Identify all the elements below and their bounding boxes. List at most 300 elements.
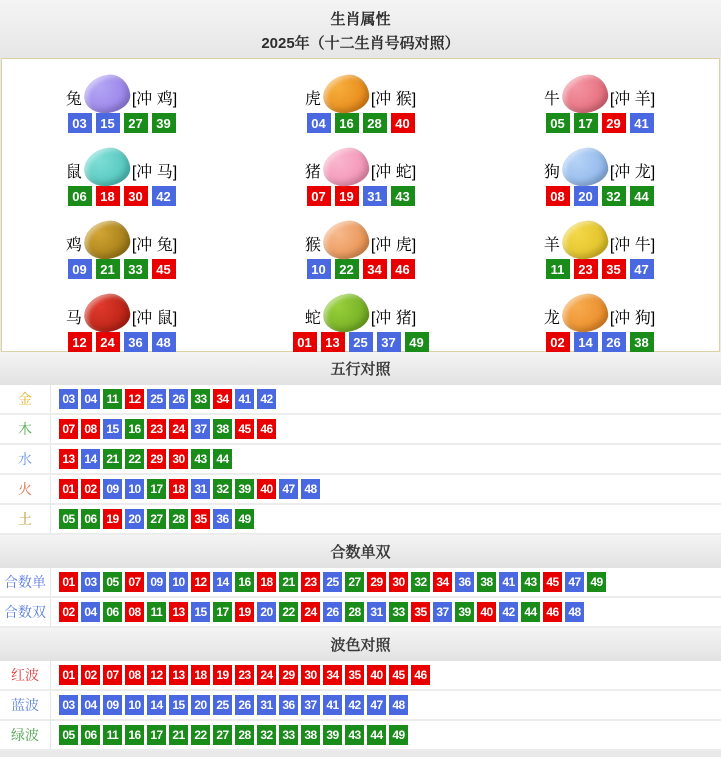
row-label-wood: 木 — [0, 415, 51, 443]
number-ball-21: 21 — [103, 449, 122, 469]
zodiac-name: 狗 — [543, 164, 560, 181]
number-ball-37: 37 — [377, 332, 401, 352]
row-water — [0, 445, 721, 475]
number-ball-20: 20 — [125, 509, 144, 529]
number-ball-47: 47 — [565, 572, 584, 592]
zodiac-clash-label: [冲 兔] — [131, 237, 178, 254]
number-ball-41: 41 — [630, 113, 654, 133]
number-ball-21: 21 — [169, 725, 188, 745]
number-ball-25: 25 — [349, 332, 373, 352]
number-ball-13: 13 — [169, 665, 188, 685]
zodiac-cell-rabbit — [2, 62, 241, 135]
row-sum-even — [0, 598, 721, 628]
number-ball-11: 11 — [103, 389, 122, 409]
zodiac-title-line — [305, 221, 416, 256]
number-ball-44: 44 — [213, 449, 232, 469]
number-ball-32: 32 — [213, 479, 232, 499]
number-ball-28: 28 — [169, 509, 188, 529]
number-ball-40: 40 — [257, 479, 276, 499]
number-ball-29: 29 — [279, 665, 298, 685]
number-ball-14: 14 — [147, 695, 166, 715]
number-ball-16: 16 — [125, 419, 144, 439]
zodiac-title-line — [66, 75, 177, 110]
number-ball-06: 06 — [81, 725, 100, 745]
row-label-blue-wave: 蓝波 — [0, 691, 51, 719]
number-ball-16: 16 — [335, 113, 359, 133]
number-ball-07: 07 — [125, 572, 144, 592]
number-ball-27: 27 — [213, 725, 232, 745]
zodiac-numbers — [546, 259, 654, 279]
number-ball-40: 40 — [391, 113, 415, 133]
number-ball-28: 28 — [363, 113, 387, 133]
number-ball-06: 06 — [81, 509, 100, 529]
number-ball-34: 34 — [323, 665, 342, 685]
number-ball-03: 03 — [59, 695, 78, 715]
number-ball-46: 46 — [257, 419, 276, 439]
zodiac-cell-monkey — [241, 208, 480, 281]
number-ball-08: 08 — [125, 602, 144, 622]
number-ball-18: 18 — [169, 479, 188, 499]
number-ball-01: 01 — [59, 479, 78, 499]
zodiac-name: 蛇 — [304, 310, 321, 327]
number-ball-42: 42 — [499, 602, 518, 622]
dragon-icon — [560, 291, 610, 334]
zodiac-clash-label: [冲 鸡] — [131, 91, 178, 108]
number-ball-02: 02 — [59, 602, 78, 622]
number-ball-22: 22 — [191, 725, 210, 745]
pig-icon — [321, 145, 371, 188]
zodiac-name: 龙 — [543, 310, 560, 327]
number-ball-02: 02 — [546, 332, 570, 352]
row-numbers-blue-wave — [51, 691, 408, 719]
number-ball-33: 33 — [389, 602, 408, 622]
number-ball-25: 25 — [147, 389, 166, 409]
number-ball-23: 23 — [147, 419, 166, 439]
monkey-icon — [321, 218, 371, 261]
number-ball-15: 15 — [191, 602, 210, 622]
row-gold — [0, 385, 721, 415]
row-label-gold: 金 — [0, 385, 51, 413]
number-ball-28: 28 — [345, 602, 364, 622]
number-ball-15: 15 — [169, 695, 188, 715]
zodiac-cell-tiger — [241, 62, 480, 135]
snake-icon — [321, 291, 371, 334]
number-ball-34: 34 — [433, 572, 452, 592]
number-ball-39: 39 — [152, 113, 176, 133]
zodiac-cell-pig — [241, 135, 480, 208]
number-ball-37: 37 — [301, 695, 320, 715]
zodiac-numbers — [68, 186, 176, 206]
zodiac-name: 羊 — [543, 237, 560, 254]
row-label-sum-even: 合数双 — [0, 598, 51, 626]
number-ball-04: 04 — [81, 695, 100, 715]
zodiac-cell-rat — [2, 135, 241, 208]
page-subtitle: 2025年（十二生肖号码对照） — [261, 35, 460, 52]
zodiac-clash-label: [冲 龙] — [609, 164, 656, 181]
number-ball-06: 06 — [68, 186, 92, 206]
number-ball-37: 37 — [191, 419, 210, 439]
number-ball-44: 44 — [367, 725, 386, 745]
zodiac-clash-label: [冲 虎] — [370, 237, 417, 254]
zodiac-clash-label: [冲 猴] — [370, 91, 417, 108]
number-ball-10: 10 — [125, 479, 144, 499]
number-ball-18: 18 — [191, 665, 210, 685]
zodiac-clash-label: [冲 马] — [131, 164, 178, 181]
row-wood — [0, 415, 721, 445]
number-ball-12: 12 — [68, 332, 92, 352]
number-ball-07: 07 — [59, 419, 78, 439]
zodiac-numbers — [307, 186, 415, 206]
number-ball-09: 09 — [103, 695, 122, 715]
number-ball-12: 12 — [147, 665, 166, 685]
number-ball-21: 21 — [96, 259, 120, 279]
number-ball-16: 16 — [125, 725, 144, 745]
rooster-icon — [82, 218, 132, 261]
number-ball-04: 04 — [81, 389, 100, 409]
rabbit-icon — [82, 72, 132, 115]
number-ball-33: 33 — [279, 725, 298, 745]
number-ball-11: 11 — [546, 259, 570, 279]
row-numbers-earth — [51, 505, 254, 533]
section-header-wave — [0, 628, 721, 661]
number-ball-36: 36 — [455, 572, 474, 592]
number-ball-26: 26 — [323, 602, 342, 622]
number-ball-29: 29 — [602, 113, 626, 133]
number-ball-09: 09 — [103, 479, 122, 499]
row-label-red-wave: 红波 — [0, 661, 51, 689]
page-header — [0, 0, 721, 58]
number-ball-23: 23 — [574, 259, 598, 279]
zodiac-title-line — [305, 75, 416, 110]
number-ball-41: 41 — [323, 695, 342, 715]
row-numbers-wood — [51, 415, 276, 443]
number-ball-32: 32 — [257, 725, 276, 745]
zodiac-cell-goat — [480, 208, 719, 281]
number-ball-45: 45 — [235, 419, 254, 439]
number-ball-04: 04 — [307, 113, 331, 133]
number-ball-38: 38 — [477, 572, 496, 592]
zodiac-title-line — [544, 294, 655, 329]
number-ball-42: 42 — [345, 695, 364, 715]
number-ball-41: 41 — [235, 389, 254, 409]
number-ball-01: 01 — [293, 332, 317, 352]
number-ball-03: 03 — [81, 572, 100, 592]
number-ball-27: 27 — [345, 572, 364, 592]
number-ball-35: 35 — [345, 665, 364, 685]
number-ball-43: 43 — [391, 186, 415, 206]
row-label-sum-odd: 合数单 — [0, 568, 51, 596]
number-ball-09: 09 — [68, 259, 92, 279]
section-title: 五行对照 — [330, 361, 391, 378]
number-ball-44: 44 — [521, 602, 540, 622]
section-title: 合数单双 — [330, 544, 391, 561]
zodiac-clash-label: [冲 蛇] — [370, 164, 417, 181]
number-ball-34: 34 — [213, 389, 232, 409]
zodiac-name: 兔 — [65, 91, 82, 108]
number-ball-39: 39 — [323, 725, 342, 745]
zodiac-name: 猴 — [304, 237, 321, 254]
number-ball-46: 46 — [391, 259, 415, 279]
number-ball-40: 40 — [367, 665, 386, 685]
row-green-wave — [0, 721, 721, 751]
row-numbers-red-wave — [51, 661, 430, 689]
number-ball-38: 38 — [213, 419, 232, 439]
number-ball-13: 13 — [321, 332, 345, 352]
number-ball-47: 47 — [367, 695, 386, 715]
zodiac-title-line — [66, 148, 177, 183]
number-ball-17: 17 — [147, 725, 166, 745]
row-numbers-sum-even — [51, 598, 584, 626]
zodiac-numbers — [293, 332, 429, 352]
zodiac-cell-dragon — [480, 281, 719, 354]
number-ball-46: 46 — [411, 665, 430, 685]
number-ball-45: 45 — [152, 259, 176, 279]
number-ball-36: 36 — [279, 695, 298, 715]
number-ball-48: 48 — [301, 479, 320, 499]
row-numbers-sum-odd — [51, 568, 606, 596]
number-ball-26: 26 — [235, 695, 254, 715]
zodiac-numbers — [68, 259, 176, 279]
zodiac-clash-label: [冲 牛] — [609, 237, 656, 254]
number-ball-03: 03 — [68, 113, 92, 133]
zodiac-numbers — [546, 186, 654, 206]
number-ball-14: 14 — [213, 572, 232, 592]
number-ball-22: 22 — [335, 259, 359, 279]
number-ball-10: 10 — [169, 572, 188, 592]
row-numbers-gold — [51, 385, 276, 413]
number-ball-08: 08 — [125, 665, 144, 685]
attribute-sections — [0, 352, 721, 751]
number-ball-05: 05 — [546, 113, 570, 133]
number-ball-42: 42 — [257, 389, 276, 409]
number-ball-14: 14 — [574, 332, 598, 352]
zodiac-title-line — [544, 75, 655, 110]
number-ball-45: 45 — [389, 665, 408, 685]
zodiac-grid — [1, 58, 720, 352]
number-ball-26: 26 — [169, 389, 188, 409]
number-ball-46: 46 — [543, 602, 562, 622]
number-ball-43: 43 — [345, 725, 364, 745]
zodiac-name: 牛 — [543, 91, 560, 108]
number-ball-26: 26 — [602, 332, 626, 352]
number-ball-10: 10 — [307, 259, 331, 279]
zodiac-clash-label: [冲 狗] — [609, 310, 656, 327]
number-ball-18: 18 — [257, 572, 276, 592]
number-ball-28: 28 — [235, 725, 254, 745]
number-ball-43: 43 — [191, 449, 210, 469]
number-ball-22: 22 — [125, 449, 144, 469]
number-ball-38: 38 — [630, 332, 654, 352]
row-numbers-green-wave — [51, 721, 408, 749]
number-ball-08: 08 — [81, 419, 100, 439]
number-ball-31: 31 — [367, 602, 386, 622]
number-ball-20: 20 — [191, 695, 210, 715]
zodiac-numbers — [307, 259, 415, 279]
number-ball-15: 15 — [96, 113, 120, 133]
number-ball-43: 43 — [521, 572, 540, 592]
number-ball-24: 24 — [96, 332, 120, 352]
number-ball-05: 05 — [59, 509, 78, 529]
zodiac-name: 鸡 — [65, 237, 82, 254]
row-earth — [0, 505, 721, 535]
zodiac-numbers — [546, 113, 654, 133]
number-ball-17: 17 — [147, 479, 166, 499]
number-ball-39: 39 — [455, 602, 474, 622]
number-ball-12: 12 — [191, 572, 210, 592]
number-ball-41: 41 — [499, 572, 518, 592]
number-ball-36: 36 — [124, 332, 148, 352]
number-ball-30: 30 — [389, 572, 408, 592]
number-ball-23: 23 — [301, 572, 320, 592]
zodiac-cell-horse — [2, 281, 241, 354]
number-ball-27: 27 — [147, 509, 166, 529]
zodiac-name: 虎 — [304, 91, 321, 108]
number-ball-27: 27 — [124, 113, 148, 133]
number-ball-21: 21 — [279, 572, 298, 592]
number-ball-49: 49 — [389, 725, 408, 745]
number-ball-07: 07 — [103, 665, 122, 685]
number-ball-17: 17 — [213, 602, 232, 622]
number-ball-04: 04 — [81, 602, 100, 622]
number-ball-29: 29 — [147, 449, 166, 469]
page-title: 生肖属性 — [330, 11, 391, 28]
number-ball-37: 37 — [433, 602, 452, 622]
number-ball-08: 08 — [546, 186, 570, 206]
number-ball-05: 05 — [103, 572, 122, 592]
number-ball-18: 18 — [96, 186, 120, 206]
number-ball-48: 48 — [152, 332, 176, 352]
row-label-water: 水 — [0, 445, 51, 473]
horse-icon — [82, 291, 132, 334]
row-blue-wave — [0, 691, 721, 721]
number-ball-42: 42 — [152, 186, 176, 206]
number-ball-20: 20 — [257, 602, 276, 622]
number-ball-02: 02 — [81, 479, 100, 499]
number-ball-25: 25 — [213, 695, 232, 715]
zodiac-title-line — [544, 148, 655, 183]
row-numbers-water — [51, 445, 232, 473]
number-ball-19: 19 — [103, 509, 122, 529]
zodiac-name: 鼠 — [65, 164, 82, 181]
number-ball-11: 11 — [103, 725, 122, 745]
number-ball-19: 19 — [213, 665, 232, 685]
number-ball-24: 24 — [301, 602, 320, 622]
section-header-hesum — [0, 535, 721, 568]
row-red-wave — [0, 661, 721, 691]
zodiac-cell-dog — [480, 135, 719, 208]
number-ball-15: 15 — [103, 419, 122, 439]
zodiac-clash-label: [冲 羊] — [609, 91, 656, 108]
number-ball-17: 17 — [574, 113, 598, 133]
number-ball-33: 33 — [191, 389, 210, 409]
goat-icon — [560, 218, 610, 261]
number-ball-36: 36 — [213, 509, 232, 529]
row-label-earth: 土 — [0, 505, 51, 533]
row-label-green-wave: 绿波 — [0, 721, 51, 749]
number-ball-35: 35 — [191, 509, 210, 529]
number-ball-29: 29 — [367, 572, 386, 592]
number-ball-09: 09 — [147, 572, 166, 592]
number-ball-32: 32 — [602, 186, 626, 206]
number-ball-13: 13 — [59, 449, 78, 469]
number-ball-49: 49 — [405, 332, 429, 352]
number-ball-05: 05 — [59, 725, 78, 745]
number-ball-47: 47 — [279, 479, 298, 499]
zodiac-numbers — [68, 332, 176, 352]
number-ball-48: 48 — [389, 695, 408, 715]
zodiac-title-line — [544, 221, 655, 256]
number-ball-31: 31 — [191, 479, 210, 499]
row-numbers-fire — [51, 475, 320, 503]
ox-icon — [560, 72, 610, 115]
number-ball-13: 13 — [169, 602, 188, 622]
zodiac-numbers — [546, 332, 654, 352]
number-ball-38: 38 — [301, 725, 320, 745]
number-ball-44: 44 — [630, 186, 654, 206]
number-ball-47: 47 — [630, 259, 654, 279]
number-ball-20: 20 — [574, 186, 598, 206]
number-ball-14: 14 — [81, 449, 100, 469]
zodiac-clash-label: [冲 鼠] — [131, 310, 178, 327]
number-ball-12: 12 — [125, 389, 144, 409]
number-ball-30: 30 — [301, 665, 320, 685]
number-ball-11: 11 — [147, 602, 166, 622]
section-header-wuxing — [0, 352, 721, 385]
tiger-icon — [321, 72, 371, 115]
zodiac-title-line — [305, 294, 416, 329]
number-ball-25: 25 — [323, 572, 342, 592]
number-ball-02: 02 — [81, 665, 100, 685]
row-label-fire: 火 — [0, 475, 51, 503]
number-ball-01: 01 — [59, 665, 78, 685]
zodiac-numbers — [68, 113, 176, 133]
number-ball-10: 10 — [125, 695, 144, 715]
number-ball-35: 35 — [602, 259, 626, 279]
row-fire — [0, 475, 721, 505]
zodiac-name: 猪 — [304, 164, 321, 181]
number-ball-19: 19 — [235, 602, 254, 622]
zodiac-title-line — [305, 148, 416, 183]
number-ball-39: 39 — [235, 479, 254, 499]
zodiac-name: 马 — [65, 310, 82, 327]
number-ball-31: 31 — [257, 695, 276, 715]
number-ball-19: 19 — [335, 186, 359, 206]
row-sum-odd — [0, 568, 721, 598]
zodiac-cell-ox — [480, 62, 719, 135]
number-ball-06: 06 — [103, 602, 122, 622]
number-ball-07: 07 — [307, 186, 331, 206]
dog-icon — [560, 145, 610, 188]
number-ball-35: 35 — [411, 602, 430, 622]
zodiac-title-line — [66, 294, 177, 329]
number-ball-01: 01 — [59, 572, 78, 592]
number-ball-49: 49 — [587, 572, 606, 592]
number-ball-49: 49 — [235, 509, 254, 529]
number-ball-03: 03 — [59, 389, 78, 409]
number-ball-45: 45 — [543, 572, 562, 592]
zodiac-cell-snake — [241, 281, 480, 354]
number-ball-23: 23 — [235, 665, 254, 685]
number-ball-40: 40 — [477, 602, 496, 622]
rat-icon — [82, 145, 132, 188]
number-ball-30: 30 — [169, 449, 188, 469]
number-ball-34: 34 — [363, 259, 387, 279]
number-ball-32: 32 — [411, 572, 430, 592]
zodiac-clash-label: [冲 猪] — [370, 310, 417, 327]
number-ball-31: 31 — [363, 186, 387, 206]
number-ball-22: 22 — [279, 602, 298, 622]
zodiac-numbers — [307, 113, 415, 133]
